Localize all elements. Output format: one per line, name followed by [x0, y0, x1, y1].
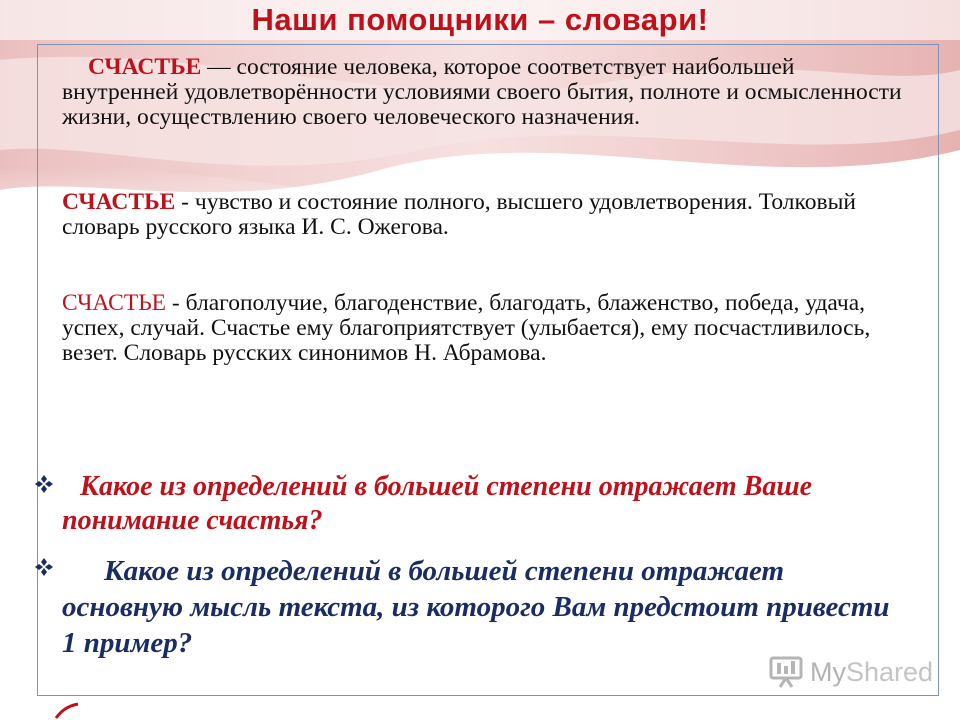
question-2 — [34, 553, 904, 661]
diamond-bullet-icon — [34, 474, 54, 494]
definition-term: СЧАСТЬЕ — [88, 54, 202, 80]
watermark-prefix: My — [810, 656, 846, 687]
question-text: Какое из определений в большей степени отражает основную мысль текста, из которого Вам предстоит привести 1 пример? — [62, 555, 890, 659]
checkmark-decoration-icon — [52, 700, 82, 720]
definition-term: СЧАСТЬЕ — [62, 189, 176, 215]
presentation-logo-icon — [768, 655, 804, 689]
definition-2 — [62, 190, 902, 240]
watermark-suffix: Shared — [846, 656, 934, 687]
definition-1 — [62, 55, 902, 130]
diamond-bullet-icon — [34, 557, 54, 577]
myshared-watermark — [768, 652, 933, 692]
question-text: Какое из определений в большей степени отражает Ваше понимание счастья? — [62, 471, 813, 536]
question-1 — [34, 470, 904, 538]
definition-text: - чувство и состояние полного, высшего удовлетворения. Толковый словарь русского языка И. С. Ожегова. — [62, 189, 856, 240]
definition-term: СЧАСТЬЕ — [62, 290, 167, 316]
page-title: Наши помощники – словари! — [251, 2, 709, 37]
definition-text: — состояние человека, которое соответствует наибольшей внутренней удовлетворённости условиями своего бытия, полноте и осмысленности жизни, осуществлению своего человеческого назначения. — [62, 54, 902, 130]
definition-3 — [62, 291, 902, 366]
definition-text: - благополучие, благоденствие, благодать, блаженство, победа, удача, успех, случай. Счастье ему благоприятствует (улыбается), ему посчастливилось, везет. Словарь русских синонимов Н. Абрамова. — [62, 290, 871, 366]
